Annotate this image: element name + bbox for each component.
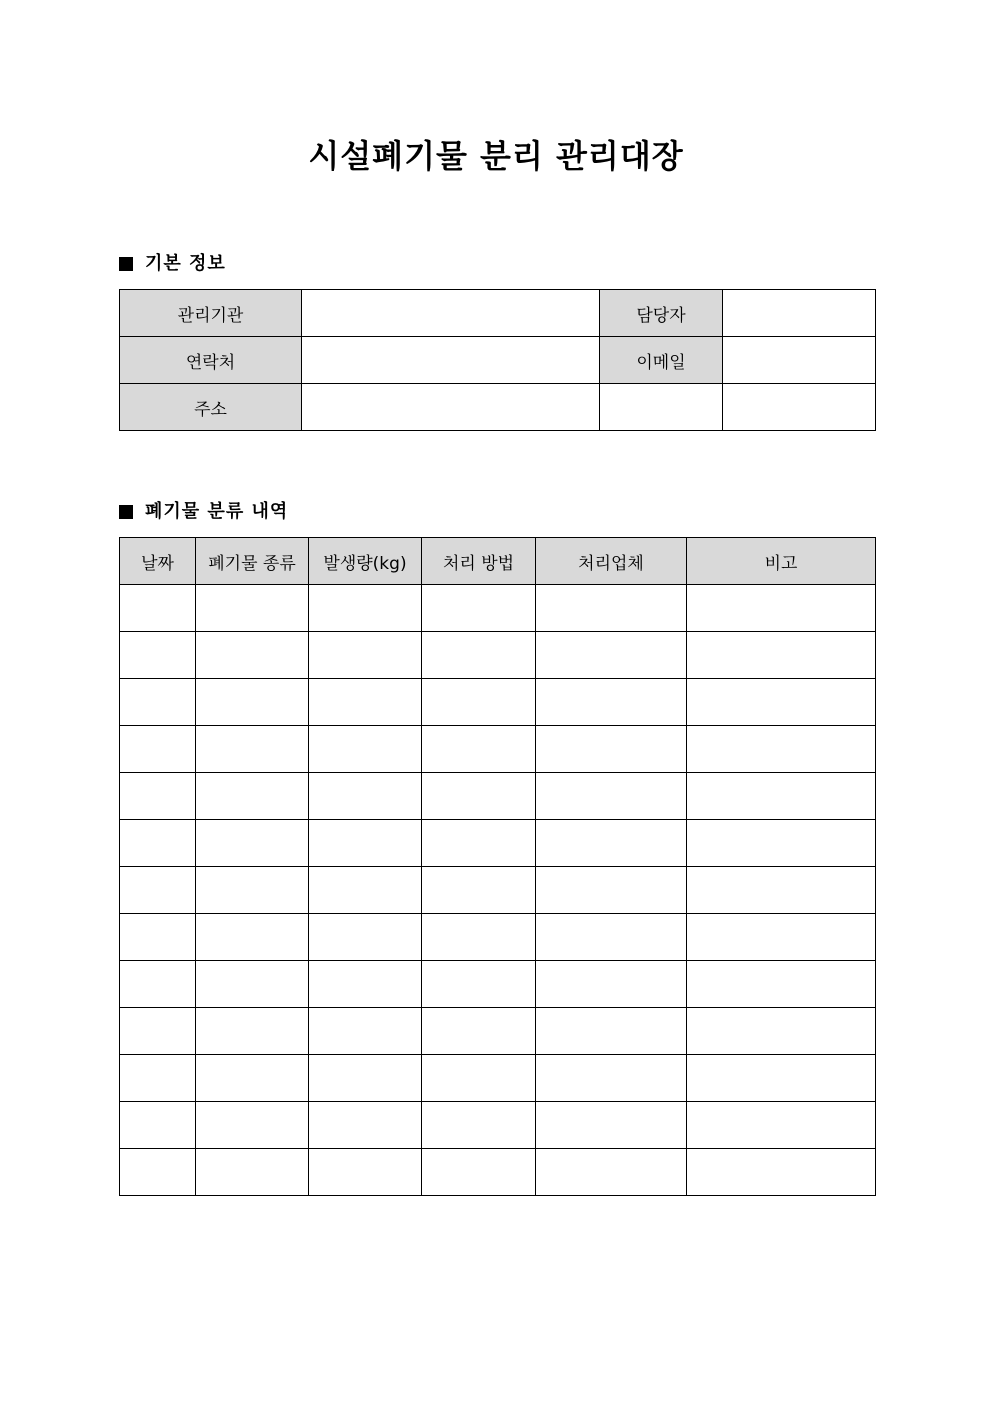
table-row [120, 773, 876, 820]
table-header-row [120, 538, 876, 585]
remarks-cell[interactable] [687, 1102, 876, 1149]
disposal-company-cell[interactable] [536, 679, 687, 726]
waste-type-cell[interactable] [196, 1008, 309, 1055]
date-cell[interactable] [120, 773, 196, 820]
amount-cell[interactable] [309, 1008, 422, 1055]
date-cell[interactable] [120, 867, 196, 914]
amount-cell[interactable] [309, 1149, 422, 1196]
waste-type-cell[interactable] [196, 679, 309, 726]
amount-cell[interactable] [309, 585, 422, 632]
disposal-method-cell[interactable] [422, 820, 536, 867]
date-cell[interactable] [120, 1149, 196, 1196]
date-cell[interactable] [120, 1102, 196, 1149]
date-cell[interactable] [120, 679, 196, 726]
management-agency-field[interactable] [302, 290, 600, 337]
disposal-method-cell[interactable] [422, 867, 536, 914]
label-address: 주소 [120, 384, 302, 431]
table-row [120, 585, 876, 632]
disposal-company-cell[interactable] [536, 1149, 687, 1196]
disposal-company-cell[interactable] [536, 585, 687, 632]
waste-type-cell[interactable] [196, 914, 309, 961]
amount-cell[interactable] [309, 632, 422, 679]
disposal-method-cell[interactable] [422, 773, 536, 820]
waste-type-cell[interactable] [196, 1055, 309, 1102]
remarks-cell[interactable] [687, 726, 876, 773]
date-cell[interactable] [120, 961, 196, 1008]
disposal-method-cell[interactable] [422, 1149, 536, 1196]
basic-info-heading [119, 252, 226, 276]
disposal-method-cell[interactable] [422, 914, 536, 961]
waste-type-cell[interactable] [196, 961, 309, 1008]
remarks-cell[interactable] [687, 1149, 876, 1196]
waste-type-cell[interactable] [196, 1102, 309, 1149]
table-row [120, 1102, 876, 1149]
disposal-company-cell[interactable] [536, 726, 687, 773]
waste-section-heading-text: 폐기물 분류 내역 [145, 501, 289, 522]
basic-info-row [120, 384, 876, 431]
waste-type-cell[interactable] [196, 1149, 309, 1196]
column-header-remarks: 비고 [687, 538, 876, 585]
blank-cell[interactable] [723, 384, 876, 431]
remarks-cell[interactable] [687, 867, 876, 914]
basic-info-heading-text: 기본 정보 [145, 253, 226, 274]
table-row [120, 961, 876, 1008]
disposal-method-cell[interactable] [422, 632, 536, 679]
amount-cell[interactable] [309, 867, 422, 914]
table-row [120, 679, 876, 726]
disposal-company-cell[interactable] [536, 1102, 687, 1149]
label-email: 이메일 [600, 337, 723, 384]
remarks-cell[interactable] [687, 1055, 876, 1102]
disposal-company-cell[interactable] [536, 820, 687, 867]
date-cell[interactable] [120, 585, 196, 632]
remarks-cell[interactable] [687, 773, 876, 820]
amount-cell[interactable] [309, 1102, 422, 1149]
table-row [120, 914, 876, 961]
page-title: 시설폐기물 분리 관리대장 [308, 137, 684, 175]
table-row [120, 1055, 876, 1102]
waste-type-cell[interactable] [196, 867, 309, 914]
disposal-company-cell[interactable] [536, 1055, 687, 1102]
table-row [120, 820, 876, 867]
waste-type-cell[interactable] [196, 585, 309, 632]
date-cell[interactable] [120, 632, 196, 679]
date-cell[interactable] [120, 820, 196, 867]
amount-cell[interactable] [309, 961, 422, 1008]
column-header-waste-type: 폐기물 종류 [196, 538, 309, 585]
disposal-company-cell[interactable] [536, 1008, 687, 1055]
amount-cell[interactable] [309, 679, 422, 726]
table-row [120, 1149, 876, 1196]
disposal-company-cell[interactable] [536, 914, 687, 961]
email-field[interactable] [723, 337, 876, 384]
contact-field[interactable] [302, 337, 600, 384]
date-cell[interactable] [120, 914, 196, 961]
amount-cell[interactable] [309, 726, 422, 773]
basic-info-table [119, 289, 876, 431]
disposal-company-cell[interactable] [536, 632, 687, 679]
waste-type-cell[interactable] [196, 726, 309, 773]
amount-cell[interactable] [309, 773, 422, 820]
waste-type-cell[interactable] [196, 820, 309, 867]
column-header-date: 날짜 [120, 538, 196, 585]
basic-info-row [120, 290, 876, 337]
remarks-cell[interactable] [687, 679, 876, 726]
basic-info-row [120, 337, 876, 384]
disposal-method-cell[interactable] [422, 726, 536, 773]
disposal-method-cell[interactable] [422, 679, 536, 726]
person-in-charge-field[interactable] [723, 290, 876, 337]
waste-type-cell[interactable] [196, 773, 309, 820]
remarks-cell[interactable] [687, 914, 876, 961]
label-contact: 연락처 [120, 337, 302, 384]
square-bullet-icon [119, 505, 133, 519]
waste-section-heading [119, 500, 288, 524]
disposal-method-cell[interactable] [422, 1008, 536, 1055]
address-field[interactable] [302, 384, 600, 431]
remarks-cell[interactable] [687, 632, 876, 679]
amount-cell[interactable] [309, 820, 422, 867]
amount-cell[interactable] [309, 914, 422, 961]
square-bullet-icon [119, 257, 133, 271]
disposal-company-cell[interactable] [536, 773, 687, 820]
disposal-company-cell[interactable] [536, 961, 687, 1008]
table-row [120, 726, 876, 773]
column-header-disposal-company: 처리업체 [536, 538, 687, 585]
remarks-cell[interactable] [687, 961, 876, 1008]
label-person-in-charge: 담당자 [600, 290, 723, 337]
disposal-method-cell[interactable] [422, 1102, 536, 1149]
amount-cell[interactable] [309, 1055, 422, 1102]
date-cell[interactable] [120, 726, 196, 773]
column-header-disposal-method: 처리 방법 [422, 538, 536, 585]
date-cell[interactable] [120, 1055, 196, 1102]
blank-cell[interactable] [600, 384, 723, 431]
disposal-method-cell[interactable] [422, 961, 536, 1008]
disposal-method-cell[interactable] [422, 1055, 536, 1102]
table-row [120, 632, 876, 679]
waste-classification-table [119, 537, 876, 1196]
date-cell[interactable] [120, 1008, 196, 1055]
disposal-company-cell[interactable] [536, 867, 687, 914]
disposal-method-cell[interactable] [422, 585, 536, 632]
waste-type-cell[interactable] [196, 632, 309, 679]
remarks-cell[interactable] [687, 585, 876, 632]
table-row [120, 1008, 876, 1055]
table-row [120, 867, 876, 914]
column-header-amount: 발생량(kg) [309, 538, 422, 585]
remarks-cell[interactable] [687, 1008, 876, 1055]
remarks-cell[interactable] [687, 820, 876, 867]
label-management-agency: 관리기관 [120, 290, 302, 337]
